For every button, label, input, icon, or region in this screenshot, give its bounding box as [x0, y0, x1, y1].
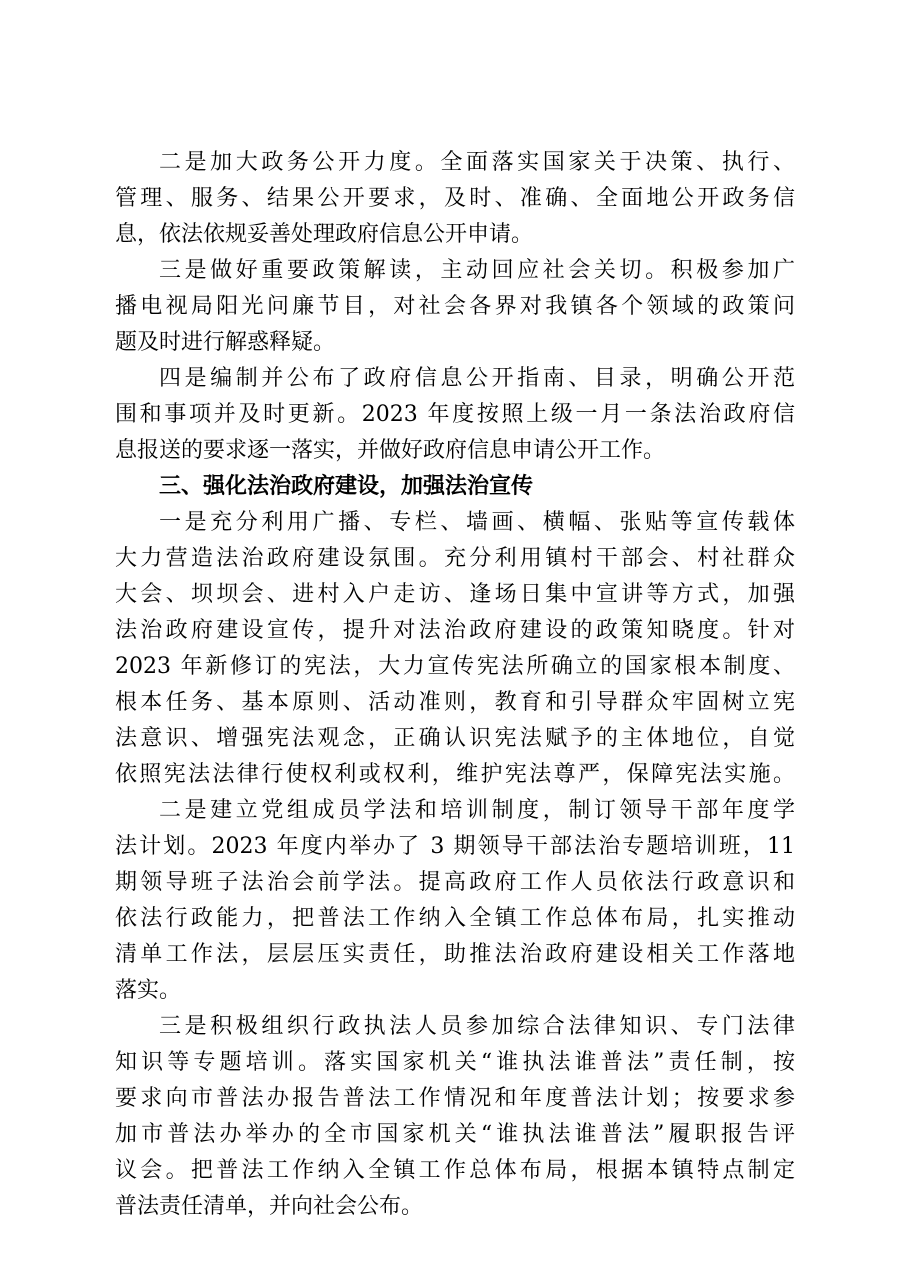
paragraph-line: 四是编制并公布了政府信息公开指南、目录，明确公开范: [159, 366, 795, 391]
paragraph-line: 管理、服务、结果公开要求，及时、准确、全面地公开政务信: [115, 186, 795, 211]
paragraph-line: 息报送的要求逐一落实，并做好政府信息申请公开工作。: [115, 438, 666, 463]
paragraph-line: 三是积极组织行政执法人员参加综合法律知识、专门法律: [159, 1014, 795, 1039]
section-heading: 三、强化法治政府建设，加强法治宣传: [159, 474, 534, 499]
paragraph-line: 依法行政能力，把普法工作纳入全镇工作总体布局，扎实推动: [115, 906, 795, 931]
paragraph-line: 围和事项并及时更新。2023 年度按照上级一月一条法治政府信: [115, 402, 795, 427]
document-body: [115, 145, 795, 1225]
paragraph-line: 大力营造法治政府建设氛围。充分利用镇村干部会、村社群众: [115, 546, 795, 571]
paragraph-line: 清单工作法，层层压实责任，助推法治政府建设相关工作落地: [115, 942, 795, 967]
paragraph-line: 大会、坝坝会、进村入户走访、逢场日集中宣讲等方式，加强: [115, 582, 795, 607]
paragraph-line: 题及时进行解惑释疑。: [115, 330, 336, 355]
paragraph-line: 播电视局阳光问廉节目，对社会各界对我镇各个领域的政策问: [115, 294, 795, 319]
paragraph-line: 要求向市普法办报告普法工作情况和年度普法计划；按要求参: [115, 1086, 795, 1111]
paragraph-line: 法意识、增强宪法观念，正确认识宪法赋予的主体地位，自觉: [115, 726, 795, 751]
paragraph-line: 法治政府建设宣传，提升对法治政府建设的政策知晓度。针对: [115, 618, 795, 643]
paragraph-line: 议会。把普法工作纳入全镇工作总体布局，根据本镇特点制定: [115, 1158, 795, 1183]
paragraph-line: 三是做好重要政策解读，主动回应社会关切。积极参加广: [159, 258, 795, 283]
paragraph-line: 依照宪法法律行使权利或权利，维护宪法尊严，保障宪法实施。: [115, 762, 795, 787]
paragraph-line: 二是加大政务公开力度。全面落实国家关于决策、执行、: [159, 150, 795, 175]
paragraph-line: 二是建立党组成员学法和培训制度，制订领导干部年度学: [159, 798, 795, 823]
paragraph-line: 知识等专题培训。落实国家机关“谁执法谁普法”责任制，按: [115, 1050, 795, 1075]
paragraph-line: 加市普法办举办的全市国家机关“谁执法谁普法”履职报告评: [115, 1122, 795, 1147]
paragraph-line: 落实。: [115, 978, 182, 1003]
paragraph-line: 息，依法依规妥善处理政府信息公开申请。: [115, 222, 534, 247]
paragraph-line: 根本任务、基本原则、活动准则，教育和引导群众牢固树立宪: [115, 690, 795, 715]
paragraph-line: 一是充分利用广播、专栏、墙画、横幅、张贴等宣传载体: [159, 510, 795, 535]
paragraph-line: 2023 年新修订的宪法，大力宣传宪法所确立的国家根本制度、: [115, 654, 795, 679]
paragraph-line: 期领导班子法治会前学法。提高政府工作人员依法行政意识和: [115, 870, 795, 895]
paragraph-line: 法计划。2023 年度内举办了 3 期领导干部法治专题培训班，11: [115, 834, 795, 859]
paragraph-line: 普法责任清单，并向社会公布。: [115, 1194, 424, 1219]
